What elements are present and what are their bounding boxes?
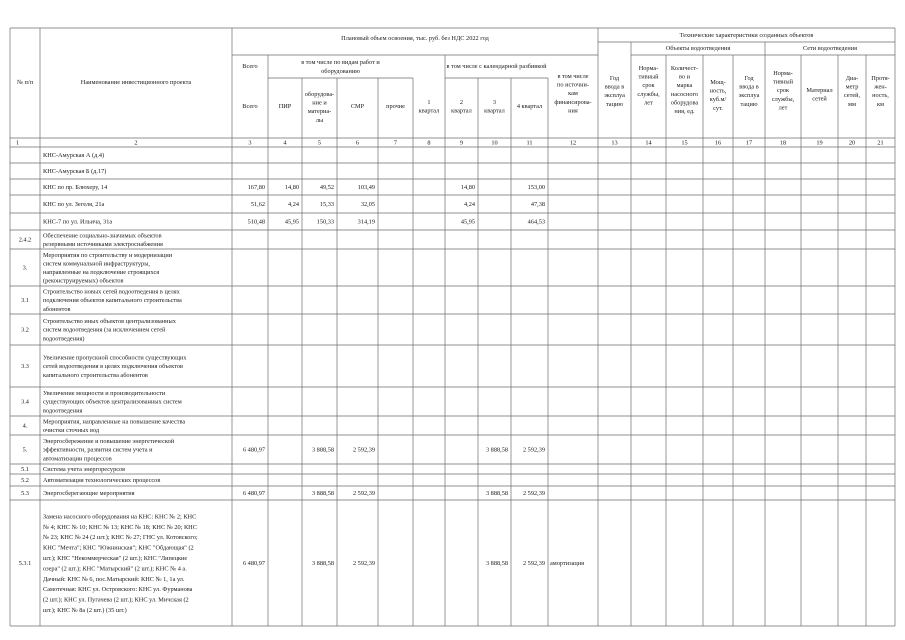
header-q2: 2 [459,99,464,106]
row-project-name: Энергосбережение и повышение энергетической [43,438,175,446]
header-length: ность, [872,92,889,100]
row-project-name: КНС по ул. Зегеля, 21а [43,201,105,209]
header-other: прочие [386,103,405,110]
row-project-name: № 23; КНС № 24 (2 шт.); КНС № 27; ГНС ул. Котовского; [43,534,198,542]
row-value: 167,80 [247,184,265,192]
row-project-name: № 4; КНС № 10; КНС № 13; КНС № 18; КНС № 20; КНС [43,523,197,531]
row-value: 14,80 [284,184,299,192]
header-power: Мощ- [710,79,726,86]
row-project-name: Самотечная: КНС ул. Островского: КНС ул. Фурманова [43,586,193,594]
header-other-fin: кам [568,90,578,98]
header-q1: квартал [418,107,440,115]
row-project-name: КНС-Амурская Б (д.17) [43,168,107,176]
row-project-name: Дачный: КНС № 6, пос.Матырский: КНС № 1, 1а ул. [43,575,185,583]
row-project-name: Автоматизация технологических процессов [43,477,161,485]
row-value: 3 888,58 [311,560,334,568]
row-project-name: Строительство иных объектов централизованных [43,318,176,326]
row-project-name: шт.); КНС № 8а (2 шт.) (35 шт.) [43,607,127,614]
row-value: 2 592,39 [522,490,545,498]
header-equipment: материа- [307,108,332,116]
row-value: 6 480,97 [242,490,265,498]
row-project-name: Система учета энергоресурсов [43,466,126,474]
row-project-name: автоматизации процессов [43,455,112,463]
row-value: 2 592,39 [352,560,375,568]
header-year-in: эксплуа [604,92,625,100]
row-value: 49,52 [319,184,334,192]
col-number: 3 [248,139,252,147]
header-norm-life: Норма- [638,65,659,72]
header-norm-life: срок [642,82,655,90]
row-project-name: водоотведения [43,407,83,415]
row-project-name: систем водоотведения (за исключением сетей [43,326,166,334]
row-value: 32,05 [360,201,375,209]
header-smr: СМР [350,103,365,110]
row-value: 153,00 [527,184,545,192]
row-number: 3.1 [21,297,29,305]
header-equipment: ние и [312,99,327,107]
header-qty-pump: марка [676,82,693,90]
row-project-name: очистки сточных вод [43,427,100,434]
header-pir: ПИР [278,103,292,110]
row-value: 4,24 [463,201,475,209]
header-sub-total: Всего [242,103,258,110]
row-value: 2 592,39 [522,446,545,454]
header-length: жен- [874,83,887,91]
header-qty-pump: во и [678,73,691,81]
header-norm-life2: Норма- [773,70,793,77]
col-number: 2 [134,139,138,147]
row-project-name: КНС-7 по ул. Ильича, 31а [43,218,113,226]
header-diameter: Диа- [845,75,859,82]
row-value: 45,95 [460,218,475,226]
header-other-fin: финансирова- [554,98,592,106]
col-number: 14 [645,139,652,147]
header-qty-pump: Количест- [670,65,699,72]
header-power: куб.м/ [709,96,727,104]
header-q4: 4 квартал [516,103,543,110]
header-num: № п/п [16,79,34,86]
header-by-work: в том числе по видам работ и [301,59,380,66]
col-number: 13 [611,139,618,147]
header-by-work: оборудованию [321,68,360,75]
header-q3: 3 [492,99,497,106]
row-project-name: капитального строительства абонентов [43,371,148,379]
header-norm-life: службы, [637,90,660,98]
col-number: 20 [848,139,856,147]
header-by-quarter: в том числе с календарной разбивкой [446,63,547,70]
header-length: Протя- [871,75,890,82]
col-number: 9 [459,139,464,147]
table-text [16,32,890,614]
row-value: 2 592,39 [352,490,375,498]
header-equipment: лы [315,116,324,124]
header-power: сут. [713,104,723,112]
row-number: 3.2 [21,326,29,334]
row-value: 3 888,58 [485,490,508,498]
header-name: Наименование инвестиционного проекта [80,79,192,86]
header-planned: Плановый объем освоения, тыс. руб. без НДС 2022 год [341,35,489,42]
row-project-name: Увеличение пропускной способности существующих [43,354,187,362]
header-pipe-material: сетей [812,95,827,103]
row-number: 5.3.1 [18,560,32,568]
header-year-in: тацию [605,100,624,108]
header-diameter: мм [848,100,856,108]
header-tech: Технические характеристики созданных объектов [679,32,814,39]
header-norm-life: лет [644,99,653,107]
row-value: 14,80 [460,184,475,192]
row-project-name: КНС "Мечта"; КНС "Южнинская"; КНС "Обдающая" (2 [43,544,194,552]
col-number: 7 [393,139,398,147]
row-project-name: КНС по пр. Блюхеру, 14 [43,184,108,192]
row-value: 464,53 [527,218,545,226]
header-year-in2: эксплуа [738,92,760,100]
row-project-name: (2 шт.); КНС ул. Пугачева (2 шт.); КНС ул. Мичская (2 [43,596,189,604]
col-number: 1 [16,139,20,147]
row-funding-source: амортизация [550,560,585,568]
col-number: 16 [714,139,722,147]
row-project-name: существующих объектов централизованных систем [43,398,182,406]
row-value: 15,33 [319,201,334,209]
row-value: 4,24 [287,201,299,209]
header-year-in2: Год [744,75,754,82]
header-norm-life2: лет [778,104,788,112]
row-value: 6 480,97 [242,560,265,568]
header-norm-life: тивный [638,73,659,81]
row-value: 510,48 [247,218,265,226]
row-project-name: озера" (2 шт.); КНС "Матырский" (2 шт.); КНС № 4 а. [43,565,187,573]
header-total: Всего [242,63,258,70]
row-value: 51,62 [250,201,265,209]
row-project-name: Мероприятия по строительству и модернизации [43,251,173,259]
row-value: 3 888,58 [311,446,334,454]
row-project-name: КНС-Амурская А (д.4) [43,152,105,160]
row-value: 3 888,58 [485,560,508,568]
col-number: 18 [779,139,787,147]
header-equipment: оборудова- [304,91,335,98]
header-norm-life2: срок [776,87,790,95]
header-other-fin: ния [568,107,578,115]
header-other-fin: в том числе [557,73,589,80]
header-norm-life2: тивный [772,78,794,86]
row-project-name: шт.); КНС "Некоммерческая" (2 шт.); КНС "Липецкие [43,555,188,562]
row-number: 3. [22,264,28,272]
col-number: 19 [816,139,823,147]
row-project-name: Строительство новых сетей водоотведения в целях [43,288,180,296]
row-value: 2 592,39 [352,446,375,454]
header-water-objects: Объекты водоотведения [665,45,731,52]
row-project-name: сетей водоотведения в целях подключения объектов [43,363,183,371]
col-number: 5 [317,139,322,147]
header-pipe-material: Материал [806,87,833,94]
header-power: ность, [709,87,727,95]
header-year-in2: ввода в [739,83,759,91]
header-qty-pump: насосного [670,90,699,98]
header-diameter: сетей, [843,92,861,100]
col-number: 12 [569,139,577,147]
row-project-name: Увеличение мощности и производительности [43,390,166,398]
header-other-fin: по источни- [557,81,589,89]
col-number: 21 [877,139,884,147]
row-project-name: водоотведения) [43,335,85,343]
row-project-name: Энергосберегающие мероприятия [43,490,135,498]
row-number: 2.4.2 [18,236,32,244]
row-number: 3.3 [21,363,29,371]
row-number: 5.3 [21,490,29,498]
header-year-in: Год [609,75,620,82]
row-value: 45,95 [284,218,299,226]
col-number: 8 [427,139,431,147]
row-number: 5.2 [21,477,29,485]
header-water-nets: Сети водоотведения [802,45,858,52]
row-value: 3 888,58 [311,490,334,498]
header-q2: квартал [451,107,472,115]
col-number: 15 [681,139,688,147]
col-number: 17 [745,139,753,147]
row-project-name: эффективности, развития систем учета и [43,446,153,454]
header-q1: 1 [427,99,431,106]
header-year-in2: тацию [740,100,758,108]
row-project-name: абонентов [43,305,71,313]
header-year-in: ввода в [604,83,625,91]
row-number: 5.1 [21,466,29,474]
col-number: 6 [355,139,360,147]
row-project-name: Обеспечение социально-значимых объектов [43,232,162,240]
row-value: 314,19 [357,218,375,226]
row-number: 4. [22,422,28,430]
row-number: 5. [22,446,28,454]
header-diameter: метр [845,83,859,91]
row-value: 47,38 [530,201,545,209]
row-project-name: Замена насосного оборудования на КНС: КНС № 2; КНС [43,513,197,521]
header-length: км [876,100,885,108]
header-norm-life2: службы, [771,95,795,103]
row-project-name: систем коммунальной инфраструктуры, [43,260,150,268]
row-project-name: резервными источниками электроснабжения [43,241,163,248]
row-project-name: направленные на подключение строящихся [43,269,160,276]
row-project-name: подключения объектов капитального строительства [43,297,182,305]
header-qty-pump: оборудова [670,99,699,107]
row-value: 103,49 [357,184,375,192]
row-value: 3 888,58 [485,446,508,454]
header-qty-pump: ния, ед. [674,108,695,115]
header-q3: квартал [484,107,505,115]
col-number: 4 [283,139,287,147]
row-value: 6 480,97 [242,446,265,454]
row-value: 2 592,39 [522,560,545,568]
row-project-name: (реконструируемых) объектов [43,277,124,285]
row-number: 3.4 [21,398,29,406]
row-value: 150,33 [316,218,334,226]
row-project-name: Мероприятия, направленные на повышение качества [43,418,186,426]
col-number: 10 [491,139,498,147]
col-number: 11 [526,139,533,147]
